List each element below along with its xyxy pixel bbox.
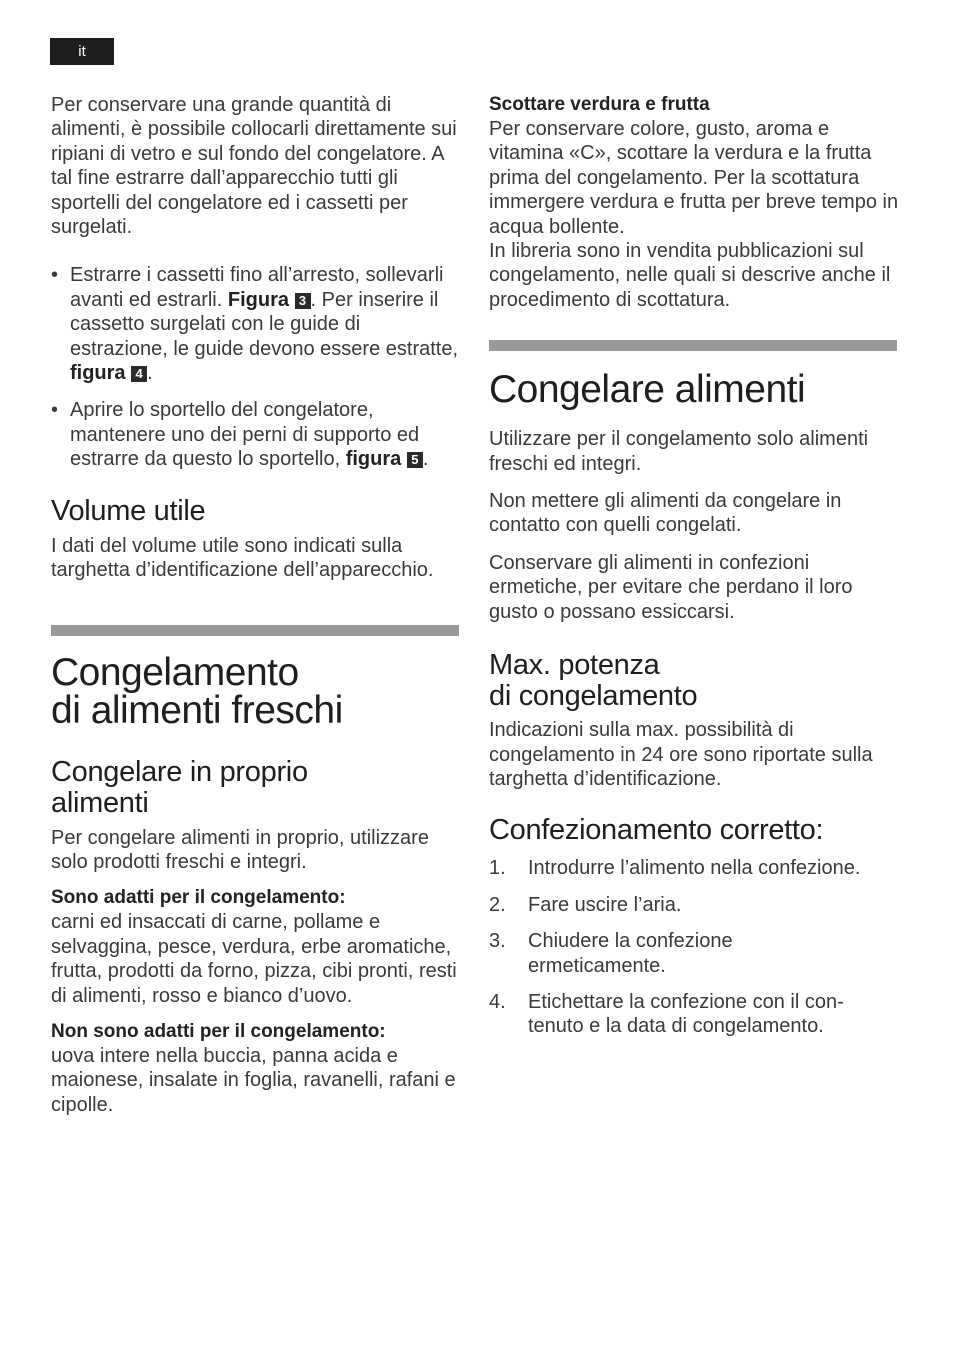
own-freezing-text: Per congelare alimenti in proprio, utilizzare solo prodotti freschi e integri. (51, 826, 429, 873)
volume-heading: Volume utile (51, 494, 206, 527)
figure-reference: figura (345, 448, 402, 471)
step-number: 1. (489, 857, 506, 880)
step-number: 2. (489, 893, 506, 916)
blanching-text: Per conservare colore, gusto, aroma e vitamina «C», scottare la verdura e la frutta prima del congelamento. Per la scottatura immergere verdura e frutta per breve tempo in acqua bollente. (489, 118, 899, 238)
section-title (51, 650, 463, 732)
freezing-text: Conservare gli alimenti in confezioni ermetiche, per evitare che perdano il loro gusto o possano essiccarsi. (489, 551, 853, 623)
packaging-heading: Confezionamento corretto: (489, 814, 824, 847)
freezing-text: Non mettere gli alimenti da congelare in contatto con quelli congelati. (489, 490, 842, 537)
intro-paragraph: Per conservare una grande quantità di alimenti, è possibile collocarli direttamente sui ripiani di vetro e sul fondo del congelatore. A tal fine estrarre dall’apparecchio tutti gli sportelli del congelatore ed i cassetti per surgelati. (51, 94, 457, 239)
section-divider (51, 625, 459, 636)
language-tab: it (50, 38, 114, 65)
heading-line: di congelamento (489, 680, 698, 713)
list-item (489, 990, 901, 1039)
list-item (51, 263, 463, 385)
step-text: Etichettare la confezione con il con- tenuto e la data di congelamento. (528, 990, 844, 1038)
figure-number-badge: 4 (131, 366, 147, 382)
bullet-text: . (147, 362, 153, 385)
step-text: Chiudere la confezione ermeticamente. (528, 930, 733, 977)
suitable-text: carni ed insaccati di carne, pollame e selvaggina, pesce, verdura, erbe aromatiche, frutta, prodotti da forno, pizza, cibi pronti, resti di alimenti, rosso e bianco d’uovo. (51, 911, 457, 1007)
heading-line: Congelare in proprio (51, 755, 308, 788)
left-column (51, 93, 463, 1117)
suitable-heading: Sono adatti per il congelamento: (51, 887, 346, 909)
list-item (489, 856, 901, 880)
list-item (489, 893, 901, 917)
unsuitable-text: uova intere nella buccia, panna acida e maionese, insalate in foglia, ravanelli, rafani e cipolle. (51, 1044, 456, 1116)
section-title-line: di alimenti freschi (51, 688, 343, 732)
section-divider (489, 340, 897, 351)
right-column (489, 93, 901, 1051)
figure-reference: Figura (227, 288, 289, 311)
freezing-text: Utilizzare per il congelamento solo alimenti freschi ed integri. (489, 428, 869, 475)
bullet-text: . Per inserire il cassetto surgelati con le guide di estrazione, le guide devono essere estratte, (70, 288, 459, 360)
max-capacity-text: Indicazioni sulla max. possibilità di congelamento in 24 ore sono riportate sulla targhetta d’identificazione. (489, 719, 873, 790)
bullet-text: . (422, 448, 429, 471)
blanching-text: In libreria sono in vendita pubblicazioni sul congelamento, nelle quali si descrive anche il procedimento di scottatura. (489, 240, 891, 311)
instruction-list (51, 263, 463, 471)
packaging-steps (489, 856, 901, 1038)
step-number: 3. (489, 930, 506, 953)
unsuitable-heading: Non sono adatti per il congelamento: (51, 1020, 386, 1042)
list-item (51, 398, 463, 471)
list-item (489, 929, 901, 978)
section-title: Congelare alimenti (489, 368, 806, 412)
volume-text: I dati del volume utile sono indicati sulla targhetta d’identificazione dell’apparecchio. (51, 534, 434, 582)
step-number: 4. (489, 990, 506, 1013)
heading-line: alimenti (51, 786, 149, 819)
figure-number-badge: 3 (295, 293, 311, 309)
bullet-text: Estrarre i cassetti fino all’arresto, sollevarli avanti ed estrarli. (70, 264, 444, 311)
figure-number-badge: 5 (407, 452, 423, 468)
own-freezing-heading (51, 757, 463, 819)
figure-reference: figura (70, 362, 126, 385)
blanching-heading: Scottare verdura e frutta (489, 94, 710, 115)
max-capacity-heading (489, 650, 901, 712)
step-text: Fare uscire l’aria. (528, 893, 682, 916)
heading-line: Max. potenza (489, 649, 660, 682)
step-text: Introdurre l’alimento nella confezione. (528, 857, 861, 880)
bullet-text: Aprire lo sportello del congelatore, mantenere uno dei perni di supporto ed estrarre da questo lo sportello, (70, 399, 420, 471)
section-title-line: Congelamento (51, 650, 299, 694)
